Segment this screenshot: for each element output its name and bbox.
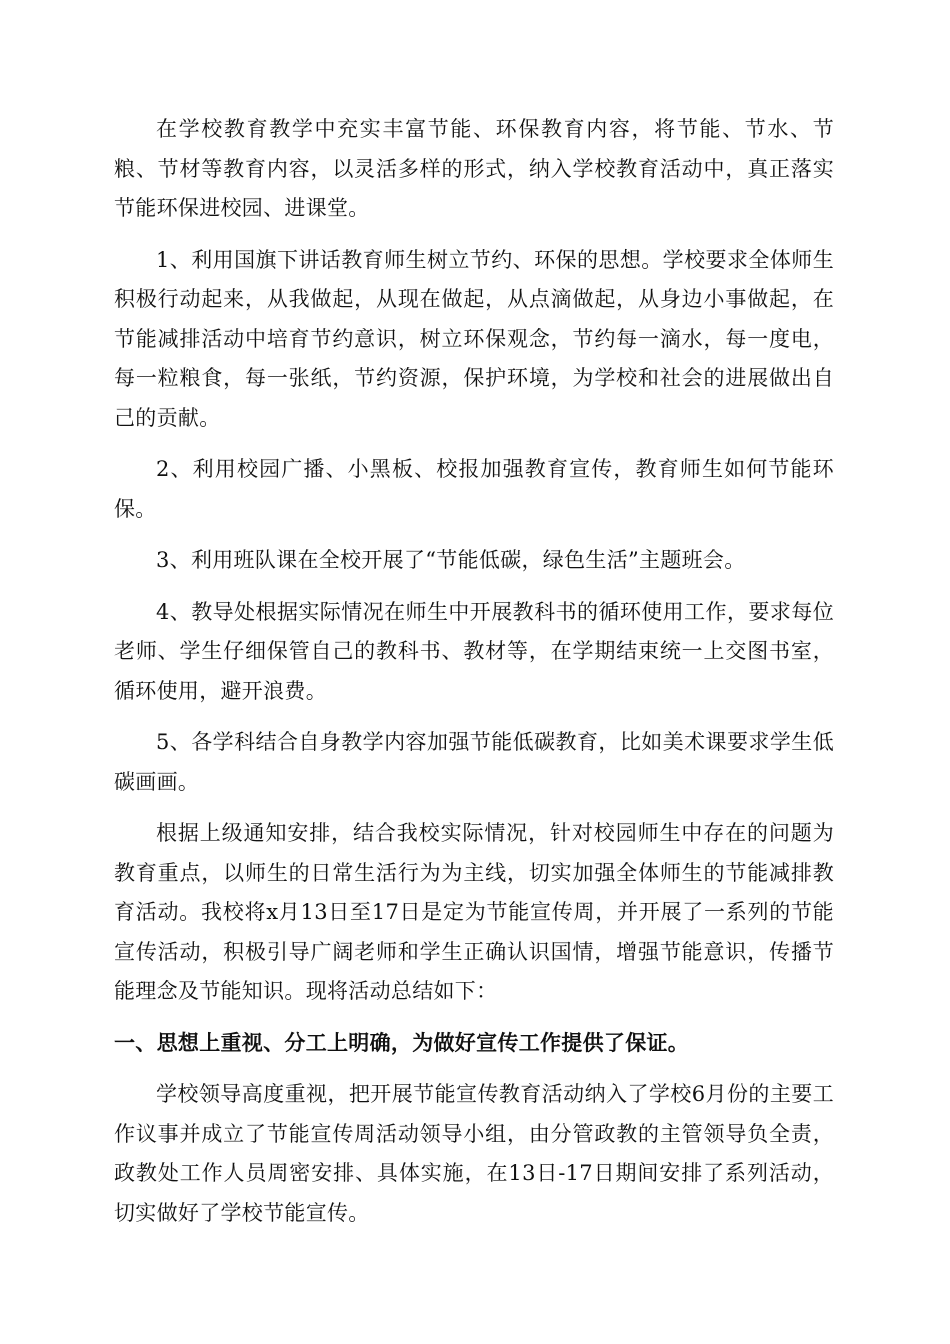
item-3-paragraph: 3、利用班队课在全校开展了“节能低碳，绿色生活”主题班会。 bbox=[156, 548, 746, 572]
item-5-paragraph: 5、各学科结合自身教学内容加强节能低碳教育，比如美术课要求学生低碳画画。 bbox=[114, 730, 834, 794]
item-4-paragraph: 4、教导处根据实际情况在师生中开展教科书的循环使用工作，要求每位老师、学生仔细保管自己的教科书、教材等，在学期结束统一上交图书室，循环使用，避开浪费。 bbox=[114, 599, 834, 703]
section-1-paragraph: 学校领导高度重视，把开展节能宣传教育活动纳入了学校6月份的主要工作议事并成立了节能宣传周活动领导小组，由分管政教的主管领导负全责，政教处工作人员周密安排、具体实施，在13日-17日期间安排了系列活动，切实做好了学校节能宣传。 bbox=[114, 1082, 834, 1225]
summary-intro-paragraph: 根据上级通知安排，结合我校实际情况，针对校园师生中存在的问题为教育重点，以师生的日常生活行为为主线，切实加强全体师生的节能减排教育活动。我校将x月13日至17日是定为节能宣传周，并开展了一系列的节能宣传活动，积极引导广阔老师和学生正确认识国情，增强节能意识，传播节能理念及节能知识。现将活动总结如下： bbox=[114, 821, 834, 1003]
intro-paragraph: 在学校教育教学中充实丰富节能、环保教育内容，将节能、节水、节粮、节材等教育内容，以灵活多样的形式，纳入学校教育活动中，真正落实节能环保进校园、进课堂。 bbox=[114, 117, 834, 220]
item-1-paragraph: 1、利用国旗下讲话教育师生树立节约、环保的思想。学校要求全体师生积极行动起来，从我做起，从现在做起，从点滴做起，从身边小事做起，在节能减排活动中培育节约意识，树立环保观念，节约每一滴水，每一度电，每一粒粮食，每一张纸，节约资源，保护环境，为学校和社会的进展做出自己的贡献。 bbox=[114, 247, 834, 430]
item-2-paragraph: 2、利用校园广播、小黑板、校报加强教育宣传，教育师生如何节能环保。 bbox=[114, 457, 834, 521]
document-body bbox=[114, 110, 834, 1245]
section-heading-1: 一、思想上重视、分工上明确，为做好宣传工作提供了保证。 bbox=[114, 1030, 690, 1055]
